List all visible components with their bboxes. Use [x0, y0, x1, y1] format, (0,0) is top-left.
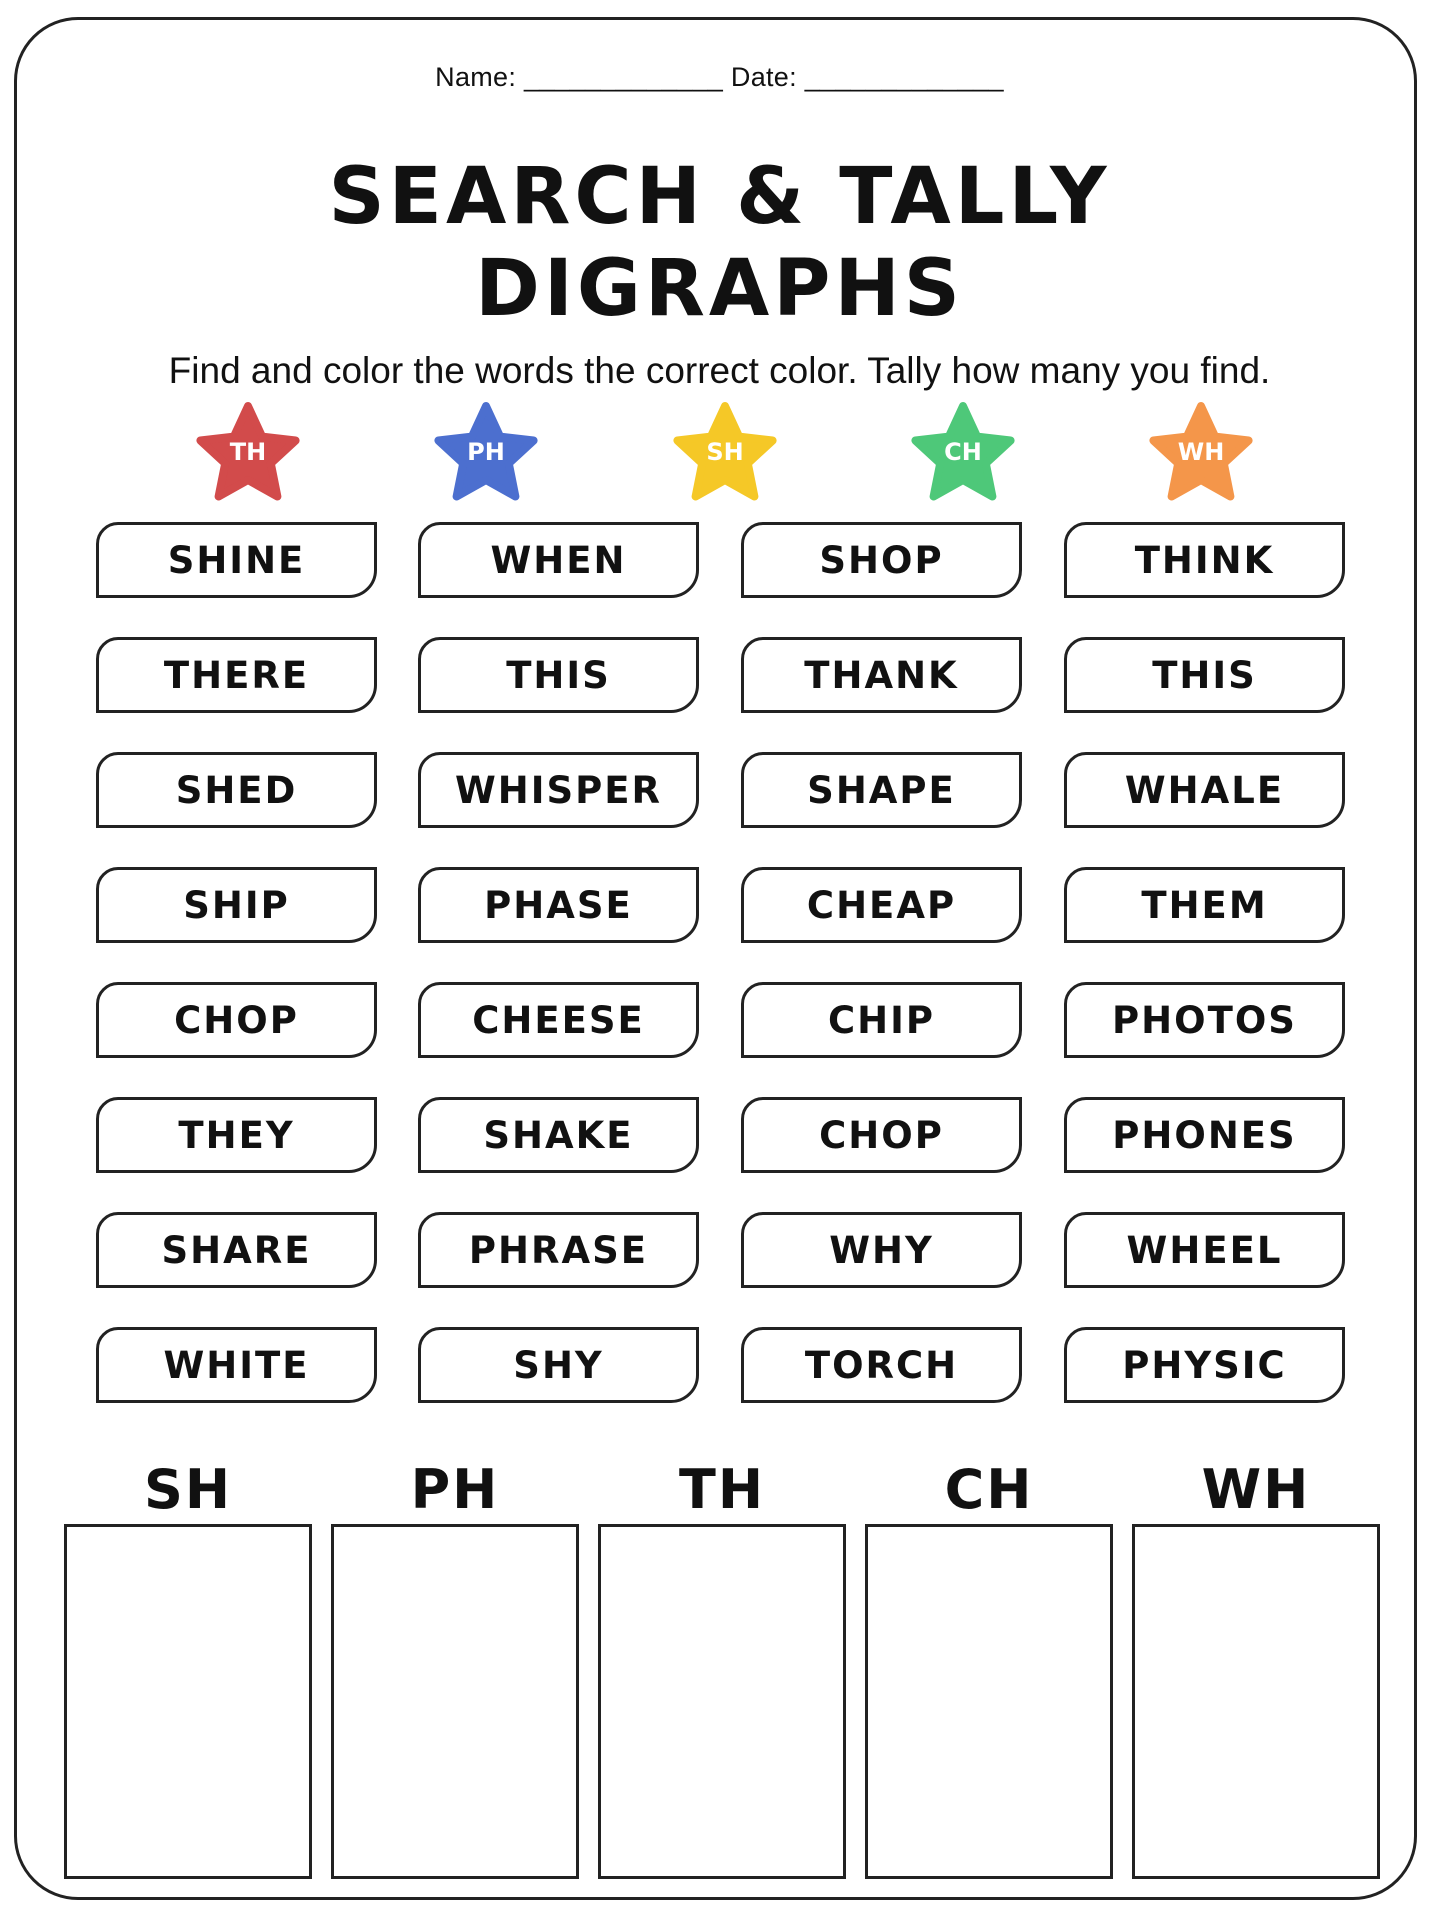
- word-tile[interactable]: WHEEL: [1064, 1212, 1345, 1288]
- word-tile[interactable]: CHEESE: [418, 982, 699, 1058]
- tally-box-ch[interactable]: [865, 1524, 1113, 1879]
- word-tile[interactable]: THEY: [96, 1097, 377, 1173]
- word-tile[interactable]: SHOP: [741, 522, 1022, 598]
- tally-box-wh[interactable]: [1132, 1524, 1380, 1879]
- word-tile[interactable]: CHIP: [741, 982, 1022, 1058]
- word-tile[interactable]: SHAPE: [741, 752, 1022, 828]
- word-tile[interactable]: WHALE: [1064, 752, 1345, 828]
- tally-label-wh: WH: [1201, 1458, 1311, 1521]
- legend-label: CH: [944, 438, 982, 466]
- word-tile[interactable]: THEM: [1064, 867, 1345, 943]
- word-tile[interactable]: CHEAP: [741, 867, 1022, 943]
- word-tile[interactable]: SHAKE: [418, 1097, 699, 1173]
- tally-box-th[interactable]: [598, 1524, 846, 1879]
- word-tile[interactable]: WHITE: [96, 1327, 377, 1403]
- word-tile[interactable]: PHOTOS: [1064, 982, 1345, 1058]
- tally-box-sh[interactable]: [64, 1524, 312, 1879]
- word-tile[interactable]: PHYSIC: [1064, 1327, 1345, 1403]
- word-tile[interactable]: WHISPER: [418, 752, 699, 828]
- word-tile[interactable]: THIS: [418, 637, 699, 713]
- tally-label-sh: SH: [143, 1458, 233, 1521]
- legend-label: SH: [706, 438, 744, 466]
- name-date-line: Name: _____________ Date: _____________: [435, 62, 1004, 92]
- tally-label-ph: PH: [410, 1458, 500, 1521]
- word-tile[interactable]: PHASE: [418, 867, 699, 943]
- word-tile[interactable]: PHRASE: [418, 1212, 699, 1288]
- tally-box-ph[interactable]: [331, 1524, 579, 1879]
- word-tile[interactable]: TORCH: [741, 1327, 1022, 1403]
- word-tile[interactable]: THERE: [96, 637, 377, 713]
- legend-label: TH: [229, 438, 267, 466]
- word-tile[interactable]: SHY: [418, 1327, 699, 1403]
- word-tile[interactable]: THINK: [1064, 522, 1345, 598]
- word-tile[interactable]: SHINE: [96, 522, 377, 598]
- instructions: Find and color the words the correct color. Tally how many you find.: [168, 350, 1271, 391]
- word-tile[interactable]: WHEN: [418, 522, 699, 598]
- word-tile[interactable]: WHY: [741, 1212, 1022, 1288]
- legend-label: WH: [1177, 438, 1225, 466]
- tally-label-th: TH: [678, 1458, 766, 1521]
- title-line-2: DIGRAPHS: [475, 244, 964, 334]
- tally-label-ch: CH: [944, 1458, 1034, 1521]
- title-line-1: SEARCH & TALLY: [328, 152, 1111, 242]
- word-tile[interactable]: PHONES: [1064, 1097, 1345, 1173]
- word-tile[interactable]: CHOP: [96, 982, 377, 1058]
- word-tile[interactable]: THANK: [741, 637, 1022, 713]
- word-tile[interactable]: SHIP: [96, 867, 377, 943]
- word-tile[interactable]: SHED: [96, 752, 377, 828]
- word-tile[interactable]: CHOP: [741, 1097, 1022, 1173]
- word-tile[interactable]: SHARE: [96, 1212, 377, 1288]
- legend-label: PH: [467, 438, 505, 466]
- word-tile[interactable]: THIS: [1064, 637, 1345, 713]
